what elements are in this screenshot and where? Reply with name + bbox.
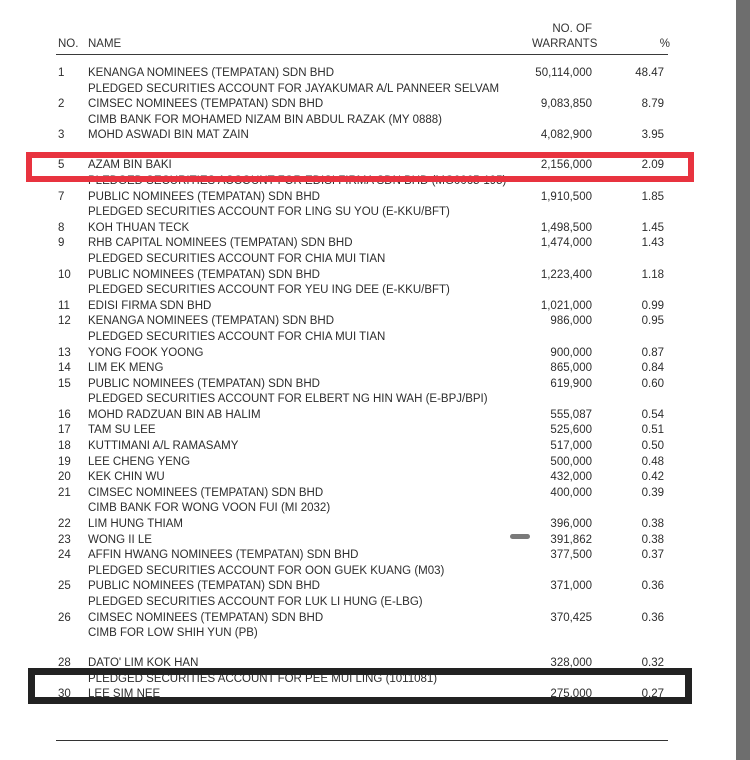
row-name: AFFIN HWANG NOMINEES (TEMPATAN) SDN BHD	[88, 549, 359, 562]
table-row-subline	[58, 626, 670, 642]
table-row	[58, 470, 670, 486]
row-account-detail: CIMB FOR LOW SHIH YUN (PB)	[88, 627, 258, 640]
row-name: EDISI FIRMA SDN BHD	[88, 299, 212, 312]
table-row	[58, 408, 670, 424]
row-no: 15	[58, 377, 71, 390]
row-no: 18	[58, 440, 71, 453]
row-warrants: 619,900	[550, 377, 592, 390]
table-row-subline	[58, 392, 670, 408]
row-no: 8	[58, 221, 65, 234]
row-percent: 0.32	[641, 656, 664, 669]
right-edge-bar	[736, 0, 750, 760]
row-percent: 0.38	[641, 533, 664, 546]
row-name: KEK CHIN WU	[88, 471, 165, 484]
row-name: KENANGA NOMINEES (TEMPATAN) SDN BHD	[88, 315, 334, 328]
row-warrants: 275,000	[550, 688, 592, 701]
table-row	[58, 455, 670, 471]
table-row-subline	[58, 564, 670, 580]
row-warrants: 865,000	[550, 362, 592, 375]
row-percent: 3.95	[641, 129, 664, 142]
table-row	[58, 579, 670, 595]
row-percent: 0.99	[641, 299, 664, 312]
table-row	[58, 190, 670, 206]
row-no: 28	[58, 656, 71, 669]
table-row-subline	[58, 252, 670, 268]
row-warrants: 50,114,000	[535, 67, 592, 79]
table-row	[58, 361, 670, 377]
row-no: 5	[58, 158, 65, 171]
table-header	[58, 22, 670, 52]
header-warrants-line1: NO. OF	[552, 23, 592, 35]
row-warrants: 1,910,500	[540, 190, 592, 203]
row-percent: 0.39	[641, 486, 664, 499]
row-account-detail: PLEDGED SECURITIES ACCOUNT FOR LUK LI HUNG (E-LBG)	[88, 596, 423, 608]
row-name: PUBLIC NOMINEES (TEMPATAN) SDN BHD	[88, 580, 320, 593]
table-row-subline	[58, 330, 670, 346]
row-warrants: 396,000	[550, 518, 592, 531]
row-name: LEE CHENG YENG	[88, 455, 191, 468]
highlight-box-black	[28, 668, 692, 704]
row-percent: 0.36	[641, 580, 664, 593]
row-warrants: 986,000	[550, 315, 592, 328]
table-row	[58, 486, 670, 502]
header-rule	[56, 54, 668, 55]
row-warrants: 4,082,900	[540, 129, 592, 142]
row-name: KENANGA NOMINEES (TEMPATAN) SDN BHD	[88, 67, 334, 79]
row-percent: 0.54	[641, 408, 664, 421]
row-warrants: 517,000	[550, 440, 592, 453]
row-no: 12	[58, 315, 71, 328]
row-name: MOHD ASWADI BIN MAT ZAIN	[88, 129, 249, 142]
table-row	[58, 423, 670, 439]
table-row	[58, 66, 670, 82]
row-gap	[58, 642, 670, 654]
highlight-box-red	[26, 152, 694, 182]
row-warrants: 900,000	[550, 346, 592, 359]
row-warrants: 432,000	[550, 471, 592, 484]
row-no: 23	[58, 533, 71, 546]
row-account-detail: PLEDGED SECURITIES ACCOUNT FOR PEE MUI LING (1011081)	[88, 672, 438, 685]
table-row	[58, 533, 670, 549]
header-warrants	[532, 22, 598, 52]
row-name: TAM SU LEE	[88, 424, 156, 437]
row-account-detail: PLEDGED SECURITIES ACCOUNT FOR OON GUEK KUANG (M03)	[88, 564, 445, 577]
row-percent: 0.95	[641, 315, 664, 328]
row-account-detail: PLEDGED SECURITIES ACCOUNT FOR YEU ING DEE (E-KKU/BFT)	[88, 284, 450, 297]
table-row	[58, 517, 670, 533]
row-name: CIMSEC NOMINEES (TEMPATAN) SDN BHD	[88, 98, 324, 111]
row-account-detail: PLEDGED SECURITIES ACCOUNT FOR EDISI FIRMA SDN BHD (MG0065-195)	[88, 174, 507, 187]
table-row	[58, 439, 670, 455]
row-warrants: 328,000	[550, 656, 592, 669]
row-name: LIM HUNG THIAM	[88, 518, 183, 531]
row-name: LEE SIM NEE	[88, 688, 161, 701]
row-warrants: 391,862	[550, 533, 592, 546]
row-warrants: 9,083,850	[540, 98, 592, 111]
table-row	[58, 548, 670, 564]
row-name: WONG II LE	[88, 533, 152, 546]
row-name: KOH THUAN TECK	[88, 221, 190, 234]
row-percent: 0.51	[641, 424, 664, 437]
row-account-detail: CIMB BANK FOR WONG VOON FUI (MI 2032)	[88, 502, 331, 515]
row-percent: 0.48	[641, 455, 664, 468]
row-no: 2	[58, 98, 65, 111]
row-percent: 1.18	[641, 268, 664, 281]
row-percent: 0.38	[641, 518, 664, 531]
row-percent: 0.42	[641, 471, 664, 484]
row-warrants: 1,223,400	[540, 268, 592, 281]
row-percent: 0.87	[641, 346, 664, 359]
row-name: PUBLIC NOMINEES (TEMPATAN) SDN BHD	[88, 377, 320, 390]
row-account-detail: PLEDGED SECURITIES ACCOUNT FOR CHIA MUI TIAN	[88, 252, 386, 265]
row-warrants: 400,000	[550, 486, 592, 499]
table-row	[58, 221, 670, 237]
table-row	[58, 128, 670, 144]
row-no: 11	[58, 299, 70, 312]
row-no: 13	[58, 346, 71, 359]
row-warrants: 555,087	[550, 408, 592, 421]
table-row	[58, 97, 670, 113]
table-row-subline	[58, 283, 670, 299]
row-name: MOHD RADZUAN BIN AB HALIM	[88, 408, 261, 421]
row-percent: 0.36	[641, 611, 664, 624]
row-account-detail: PLEDGED SECURITIES ACCOUNT FOR JAYAKUMAR A/L PANNEER SELVAM	[88, 82, 500, 95]
row-no: 25	[58, 580, 71, 593]
table-row-subline	[58, 205, 670, 221]
header-name: NAME	[88, 38, 122, 50]
row-no: 14	[58, 362, 71, 375]
row-no: 7	[58, 190, 65, 203]
row-name: LIM EK MENG	[88, 362, 164, 375]
row-no: 3	[58, 129, 65, 142]
row-warrants: 370,425	[550, 611, 592, 624]
ink-smudge	[510, 534, 530, 539]
row-percent: 1.85	[641, 190, 664, 203]
row-name: PUBLIC NOMINEES (TEMPATAN) SDN BHD	[88, 268, 320, 281]
row-name: YONG FOOK YOONG	[88, 346, 204, 359]
row-warrants: 525,600	[550, 424, 592, 437]
table-row	[58, 236, 670, 252]
bottom-rule	[56, 740, 668, 741]
row-account-detail: PLEDGED SECURITIES ACCOUNT FOR ELBERT NG HIN WAH (E-BPJ/BPI)	[88, 393, 488, 406]
header-percent: %	[659, 38, 670, 50]
row-percent: 0.37	[641, 549, 664, 562]
row-no: 24	[58, 549, 71, 562]
row-name: PUBLIC NOMINEES (TEMPATAN) SDN BHD	[88, 190, 320, 203]
table-row-subline	[58, 82, 670, 98]
row-percent: 2.09	[641, 158, 664, 171]
row-warrants: 1,498,500	[540, 221, 592, 234]
table-row	[58, 377, 670, 393]
table-row	[58, 299, 670, 315]
row-percent: 1.45	[641, 221, 664, 234]
table-row-subline	[58, 595, 670, 611]
row-no: 21	[58, 486, 71, 499]
header-warrants-line2: WARRANTS	[532, 38, 598, 50]
row-no: 9	[58, 237, 65, 250]
table-row	[58, 611, 670, 627]
row-percent: 0.27	[641, 688, 664, 701]
row-warrants: 1,021,000	[540, 299, 592, 312]
row-no: 30	[58, 688, 71, 701]
header-no: NO.	[58, 38, 79, 50]
row-name: AZAM BIN BAKI	[88, 158, 172, 171]
row-no: 20	[58, 471, 71, 484]
row-no: 17	[58, 424, 71, 437]
row-warrants: 371,000	[550, 580, 592, 593]
row-account-detail: CIMB BANK FOR MOHAMED NIZAM BIN ABDUL RAZAK (MY 0888)	[88, 113, 443, 126]
table-row	[58, 346, 670, 362]
row-warrants: 500,000	[550, 455, 592, 468]
row-percent: 0.60	[641, 377, 664, 390]
row-percent: 48.47	[635, 67, 664, 79]
row-name: CIMSEC NOMINEES (TEMPATAN) SDN BHD	[88, 611, 324, 624]
row-name: RHB CAPITAL NOMINEES (TEMPATAN) SDN BHD	[88, 237, 353, 250]
row-warrants: 2,156,000	[540, 158, 592, 171]
row-percent: 8.79	[641, 98, 664, 111]
row-account-detail: PLEDGED SECURITIES ACCOUNT FOR LING SU YOU (E-KKU/BFT)	[88, 206, 450, 219]
row-no: 1	[58, 67, 65, 79]
row-no: 26	[58, 611, 71, 624]
row-percent: 1.43	[641, 237, 664, 250]
row-name: DATO' LIM KOK HAN	[88, 656, 199, 669]
table-row	[58, 314, 670, 330]
row-account-detail: PLEDGED SECURITIES ACCOUNT FOR CHIA MUI TIAN	[88, 330, 386, 343]
row-percent: 0.50	[641, 440, 664, 453]
table-row	[58, 268, 670, 284]
row-percent: 0.84	[641, 362, 664, 375]
row-name: CIMSEC NOMINEES (TEMPATAN) SDN BHD	[88, 486, 324, 499]
row-warrants: 377,500	[550, 549, 592, 562]
row-no: 16	[58, 408, 71, 421]
row-no: 22	[58, 518, 71, 531]
row-no: 10	[58, 268, 71, 281]
row-name: KUTTIMANI A/L RAMASAMY	[88, 440, 239, 453]
table-row-subline	[58, 501, 670, 517]
table-row-subline	[58, 113, 670, 129]
row-no: 19	[58, 455, 71, 468]
row-warrants: 1,474,000	[540, 237, 592, 250]
